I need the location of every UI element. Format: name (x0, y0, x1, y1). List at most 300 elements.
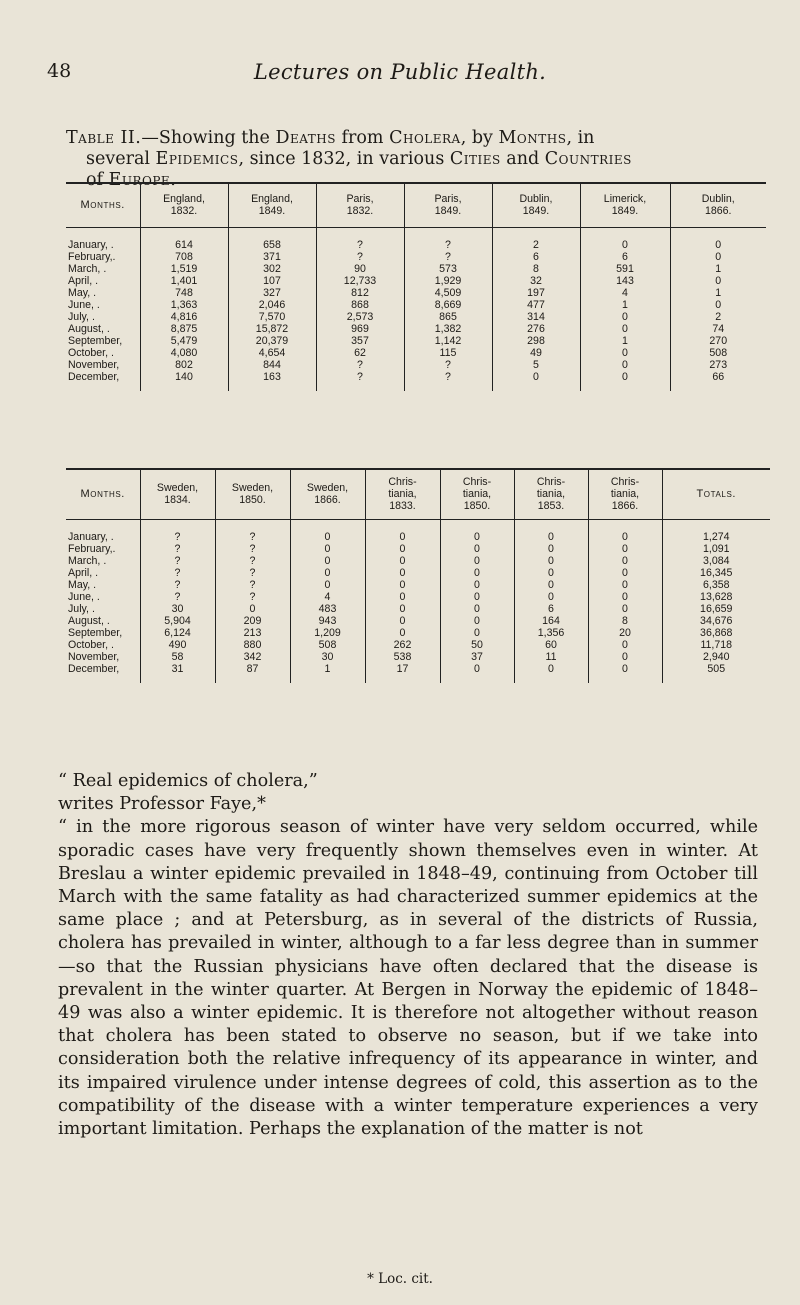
month-cell: December, (68, 370, 120, 383)
value-cell: ? (140, 531, 215, 543)
value-cell: 0 (588, 639, 662, 651)
body-paragraph: “ in the more rigorous season of winter have very seldom occurred, while sporadic cases have very frequently shown themselves even in winter. At Breslau a winter epidemic prevailed in 1848–49, continuing from October till March with the same fatality as had characterized summer epidemics at the same place ; and at Petersburg, as in several of the districts of Russia, cholera has prevailed in winter, although to a far less degree than in summer—so that the Russian physicians have often declared that the disease is prevalent in the winter quarter. At Bergen in Norway the epidemic of 1848–49 was also a winter epidemic. It is therefore not altogether without reason that cholera has been stated to observe no season, but if we take into consideration both the relative infrequency of its appearance in winter, and its impaired virulence under intense degrees of cold, this assertion as to the compatibility of the disease with a winter temperature experiences a very important limitation. Perhaps the explanation of the matter is not (58, 817, 758, 1140)
caption-text: several (86, 149, 156, 169)
caption-text: , in (566, 128, 595, 148)
header-line: 1853. (537, 500, 565, 513)
header-line: 1849. (434, 205, 462, 218)
value-cell: 0 (670, 299, 766, 311)
month-cell: August, . (68, 614, 110, 627)
header-line: 1849. (611, 205, 639, 218)
table-header-row (66, 469, 770, 519)
value-cell: 0 (492, 371, 580, 383)
value-cell: 273 (670, 359, 766, 371)
value-cell: ? (215, 555, 290, 567)
value-cell: ? (140, 555, 215, 567)
column-header (316, 183, 404, 227)
value-cell: 508 (290, 639, 365, 651)
value-cell: 17 (365, 663, 440, 675)
caption-lead: Table II. (66, 128, 142, 148)
table-row (66, 615, 770, 627)
header-line: Paris, (434, 193, 462, 206)
table-row (66, 239, 766, 251)
value-cell: 844 (228, 359, 316, 371)
caption-line-2 (66, 149, 756, 170)
months-column-header (66, 183, 140, 227)
table-row (66, 371, 766, 383)
value-cell: 1,929 (404, 275, 492, 287)
value-cell: ? (215, 591, 290, 603)
value-cell: 0 (514, 543, 588, 555)
value-cell: 943 (290, 615, 365, 627)
value-cell: 4,654 (228, 347, 316, 359)
spacer-row (66, 519, 770, 531)
header-line: 1832. (346, 205, 374, 218)
value-cell: 0 (365, 615, 440, 627)
value-cell: 0 (580, 311, 670, 323)
value-cell: 658 (228, 239, 316, 251)
value-cell: ? (404, 359, 492, 371)
value-cell: 0 (440, 627, 514, 639)
column-header (588, 469, 662, 519)
header-line: Sweden, (231, 482, 274, 495)
caption-line-1 (66, 128, 756, 149)
value-cell: 0 (290, 531, 365, 543)
month-cell: February,. (68, 542, 116, 555)
value-cell: 0 (365, 543, 440, 555)
column-header (228, 183, 316, 227)
running-head (0, 60, 800, 90)
table-row (66, 531, 770, 543)
header-line: Chris- (610, 476, 640, 489)
value-cell: 614 (140, 239, 228, 251)
month-cell: October, . (68, 638, 114, 651)
caption-term: Cities (449, 149, 501, 169)
deaths-table-1 (66, 182, 766, 391)
month-cell: March, . (68, 554, 107, 567)
header-line: 1832. (170, 205, 198, 218)
value-cell: 270 (670, 335, 766, 347)
value-cell: 5 (492, 359, 580, 371)
footnote: * Loc. cit. (367, 1271, 433, 1287)
value-cell: 0 (580, 239, 670, 251)
header-line: Months. (80, 199, 125, 212)
value-cell: 0 (514, 579, 588, 591)
value-cell: 748 (140, 287, 228, 299)
value-cell: ? (316, 251, 404, 263)
value-cell: 0 (290, 555, 365, 567)
header-line: Limerick, (603, 193, 647, 206)
value-cell: 708 (140, 251, 228, 263)
header-line: 1833. (389, 500, 416, 513)
value-cell: 2,940 (662, 651, 770, 663)
value-cell: 49 (492, 347, 580, 359)
month-cell: April, . (68, 566, 99, 579)
value-cell: 4 (290, 591, 365, 603)
table-row (66, 663, 770, 675)
value-cell: 538 (365, 651, 440, 663)
value-cell: 8,875 (140, 323, 228, 335)
table-row (66, 251, 766, 263)
value-cell: 591 (580, 263, 670, 275)
value-cell: 36,868 (662, 627, 770, 639)
months-column-header (66, 469, 140, 519)
value-cell: ? (215, 543, 290, 555)
value-cell: 15,872 (228, 323, 316, 335)
column-header (580, 183, 670, 227)
header-line: tiania, (610, 488, 640, 501)
value-cell: 0 (588, 663, 662, 675)
caption-term: Epidemics (155, 149, 239, 169)
caption-text: , by (460, 128, 499, 148)
value-cell: 0 (670, 251, 766, 263)
value-cell: 50 (440, 639, 514, 651)
deaths-table-2 (66, 468, 770, 683)
header-line: Chris- (462, 476, 492, 489)
header-line: 1849. (258, 205, 286, 218)
value-cell: 6,124 (140, 627, 215, 639)
value-cell: 1 (580, 335, 670, 347)
header-line: Totals. (696, 488, 737, 501)
caption-term: Deaths (275, 128, 336, 148)
month-cell: February,. (68, 250, 116, 263)
value-cell: 342 (215, 651, 290, 663)
value-cell: 0 (580, 323, 670, 335)
value-cell: 0 (588, 543, 662, 555)
value-cell: ? (140, 579, 215, 591)
value-cell: ? (404, 239, 492, 251)
value-cell: 163 (228, 371, 316, 383)
value-cell: 2,573 (316, 311, 404, 323)
month-cell: May, . (68, 578, 97, 591)
header-line: 1850. (239, 494, 266, 507)
header-line: 1849. (522, 205, 550, 218)
value-cell: 0 (440, 591, 514, 603)
spacer-row (66, 227, 766, 239)
month-cell: June, . (68, 298, 100, 311)
month-cell: December, (68, 662, 120, 675)
value-cell: 34,676 (662, 615, 770, 627)
running-title: Lectures on Public Health. (253, 60, 547, 84)
value-cell: 0 (588, 567, 662, 579)
value-cell: 0 (440, 531, 514, 543)
caption-text: and (500, 149, 545, 169)
value-cell: 13,628 (662, 591, 770, 603)
value-cell: 5,904 (140, 615, 215, 627)
value-cell: 490 (140, 639, 215, 651)
caption-text: from (335, 128, 390, 148)
table-header-row (66, 183, 766, 227)
value-cell: 143 (580, 275, 670, 287)
caption-term: Countries (544, 149, 632, 169)
value-cell: ? (140, 543, 215, 555)
header-line: 1866. (611, 500, 639, 513)
column-header (404, 183, 492, 227)
table-row (66, 335, 766, 347)
value-cell: 1 (670, 263, 766, 275)
value-cell: ? (316, 359, 404, 371)
month-cell: July, . (68, 310, 95, 323)
value-cell: 505 (662, 663, 770, 675)
value-cell: 213 (215, 627, 290, 639)
table-row (66, 567, 770, 579)
value-cell: 371 (228, 251, 316, 263)
value-cell: 2 (670, 311, 766, 323)
body-paragraph: writes Professor Faye,* (58, 794, 266, 815)
value-cell: 573 (404, 263, 492, 275)
value-cell: 0 (290, 567, 365, 579)
header-line: Chris- (536, 476, 566, 489)
header-line: tiania, (536, 488, 566, 501)
value-cell: 58 (140, 651, 215, 663)
value-cell: 0 (440, 555, 514, 567)
value-cell: 0 (440, 543, 514, 555)
spacer-row (66, 383, 766, 391)
value-cell: 1,356 (514, 627, 588, 639)
value-cell: 12,733 (316, 275, 404, 287)
value-cell: 60 (514, 639, 588, 651)
table-row (66, 555, 770, 567)
value-cell: 0 (580, 347, 670, 359)
value-cell: 0 (514, 567, 588, 579)
value-cell: 0 (440, 603, 514, 615)
value-cell: 0 (588, 591, 662, 603)
value-cell: 2,046 (228, 299, 316, 311)
table-row (66, 263, 766, 275)
month-cell: September, (68, 626, 123, 639)
value-cell: 4,816 (140, 311, 228, 323)
month-cell: November, (68, 650, 120, 663)
caption-term: Europe (108, 170, 171, 190)
value-cell: 1 (670, 287, 766, 299)
value-cell: 0 (440, 663, 514, 675)
value-cell: 6 (492, 251, 580, 263)
month-cell: September, (68, 334, 123, 347)
table-row (66, 275, 766, 287)
header-line: Sweden, (156, 482, 199, 495)
table-row (66, 359, 766, 371)
value-cell: 1 (290, 663, 365, 675)
value-cell: 11 (514, 651, 588, 663)
month-cell: April, . (68, 274, 99, 287)
caption-term: Months (498, 128, 567, 148)
table-row (66, 591, 770, 603)
value-cell: 0 (440, 615, 514, 627)
value-cell: 0 (670, 275, 766, 287)
month-cell: May, . (68, 286, 97, 299)
table-row (66, 603, 770, 615)
value-cell: 74 (670, 323, 766, 335)
header-line: Dublin, (701, 193, 735, 206)
table-row (66, 627, 770, 639)
value-cell: 0 (365, 591, 440, 603)
caption-term: Cholera (389, 128, 461, 148)
value-cell: 276 (492, 323, 580, 335)
caption-text: —Showing the (141, 128, 276, 148)
caption-text: of (86, 170, 109, 190)
value-cell: 8,669 (404, 299, 492, 311)
table-row (66, 579, 770, 591)
value-cell: 0 (440, 567, 514, 579)
column-header (365, 469, 440, 519)
value-cell: 20,379 (228, 335, 316, 347)
value-cell: 66 (670, 371, 766, 383)
value-cell: ? (404, 371, 492, 383)
value-cell: 4,509 (404, 287, 492, 299)
value-cell: 4,080 (140, 347, 228, 359)
value-cell: 0 (580, 359, 670, 371)
value-cell: 880 (215, 639, 290, 651)
caption-text: , since 1832, in various (238, 149, 450, 169)
value-cell: 20 (588, 627, 662, 639)
value-cell: 1,519 (140, 263, 228, 275)
value-cell: 0 (365, 531, 440, 543)
value-cell: 1,382 (404, 323, 492, 335)
table-row (66, 347, 766, 359)
value-cell: 508 (670, 347, 766, 359)
value-cell: 0 (588, 579, 662, 591)
value-cell: 1,363 (140, 299, 228, 311)
value-cell: 209 (215, 615, 290, 627)
value-cell: ? (215, 531, 290, 543)
value-cell: ? (215, 579, 290, 591)
value-cell: 11,718 (662, 639, 770, 651)
value-cell: 314 (492, 311, 580, 323)
value-cell: 0 (365, 567, 440, 579)
column-header (492, 183, 580, 227)
value-cell: ? (404, 251, 492, 263)
value-cell: 0 (290, 543, 365, 555)
value-cell: 812 (316, 287, 404, 299)
body-paragraph: “ Real epidemics of cholera,” (58, 771, 318, 791)
value-cell: 62 (316, 347, 404, 359)
value-cell: 197 (492, 287, 580, 299)
header-line: tiania, (388, 488, 417, 501)
value-cell: 0 (365, 627, 440, 639)
value-cell: 31 (140, 663, 215, 675)
body-text (58, 770, 758, 1141)
value-cell: ? (316, 371, 404, 383)
column-header (140, 183, 228, 227)
value-cell: 1,209 (290, 627, 365, 639)
month-cell: January, . (68, 530, 114, 543)
month-cell: June, . (68, 590, 100, 603)
table-row (66, 543, 770, 555)
value-cell: 87 (215, 663, 290, 675)
value-cell: 6,358 (662, 579, 770, 591)
value-cell: 0 (215, 603, 290, 615)
header-line: 1850. (463, 500, 491, 513)
spacer-row (66, 675, 770, 683)
value-cell: ? (140, 591, 215, 603)
value-cell: 32 (492, 275, 580, 287)
header-line: 1834. (164, 494, 191, 507)
value-cell: 140 (140, 371, 228, 383)
value-cell: 4 (580, 287, 670, 299)
month-cell: March, . (68, 262, 107, 275)
header-line: Months. (80, 488, 125, 501)
column-header (662, 469, 770, 519)
header-line: Chris- (388, 476, 417, 489)
value-cell: 0 (514, 591, 588, 603)
value-cell: 1,142 (404, 335, 492, 347)
value-cell: 16,659 (662, 603, 770, 615)
value-cell: 0 (588, 555, 662, 567)
value-cell: 6 (514, 603, 588, 615)
value-cell: 0 (365, 555, 440, 567)
value-cell: 1,401 (140, 275, 228, 287)
value-cell: 107 (228, 275, 316, 287)
value-cell: 30 (140, 603, 215, 615)
month-cell: July, . (68, 602, 95, 615)
value-cell: ? (215, 567, 290, 579)
column-header (140, 469, 215, 519)
value-cell: 1,091 (662, 543, 770, 555)
header-line: Sweden, (306, 482, 349, 495)
value-cell: 477 (492, 299, 580, 311)
value-cell: 262 (365, 639, 440, 651)
value-cell: 7,570 (228, 311, 316, 323)
value-cell: 0 (514, 663, 588, 675)
month-cell: October, . (68, 346, 114, 359)
value-cell: 327 (228, 287, 316, 299)
value-cell: 0 (365, 603, 440, 615)
header-line: England, (163, 193, 205, 206)
table-body (66, 227, 766, 391)
table-row (66, 311, 766, 323)
header-line: Paris, (346, 193, 374, 206)
value-cell: 1 (580, 299, 670, 311)
value-cell: 3,084 (662, 555, 770, 567)
value-cell: 16,345 (662, 567, 770, 579)
header-line: 1866. (704, 205, 732, 218)
column-header (215, 469, 290, 519)
value-cell: 357 (316, 335, 404, 347)
value-cell: 0 (514, 555, 588, 567)
caption-text: . (170, 170, 176, 190)
table-body (66, 519, 770, 683)
month-cell: August, . (68, 322, 110, 335)
value-cell: 115 (404, 347, 492, 359)
value-cell: 90 (316, 263, 404, 275)
value-cell: 302 (228, 263, 316, 275)
value-cell: 0 (580, 371, 670, 383)
value-cell: 37 (440, 651, 514, 663)
column-header (440, 469, 514, 519)
month-cell: November, (68, 358, 120, 371)
value-cell: 164 (514, 615, 588, 627)
value-cell: 0 (440, 579, 514, 591)
value-cell: 0 (290, 579, 365, 591)
value-cell: 483 (290, 603, 365, 615)
value-cell: 0 (670, 239, 766, 251)
table-row (66, 287, 766, 299)
value-cell: 868 (316, 299, 404, 311)
value-cell: 2 (492, 239, 580, 251)
value-cell: 30 (290, 651, 365, 663)
value-cell: 298 (492, 335, 580, 347)
table-row (66, 651, 770, 663)
page-number: 48 (47, 60, 72, 82)
value-cell: 802 (140, 359, 228, 371)
header-line: Dublin, (519, 193, 553, 206)
column-header (514, 469, 588, 519)
value-cell: 865 (404, 311, 492, 323)
header-line: tiania, (462, 488, 492, 501)
header-line: 1866. (314, 494, 341, 507)
table-row (66, 639, 770, 651)
column-header (290, 469, 365, 519)
value-cell: 8 (492, 263, 580, 275)
